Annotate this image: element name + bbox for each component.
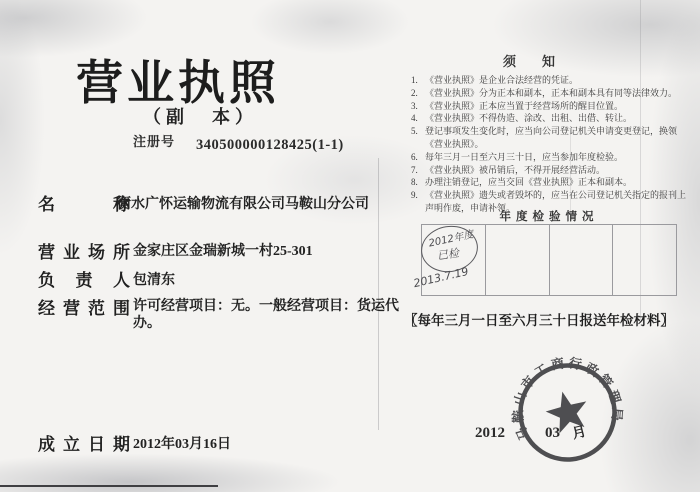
handwritten-date: 2013.7.19 — [412, 264, 470, 291]
field-value-business-scope: 许可经营项目：无。一般经营项目：货运代办。 — [133, 299, 399, 331]
field-value-establishment-date: 2012年03月16日 — [133, 437, 231, 452]
notice-item: 7. 《营业执照》被吊销后，不得开展经营活动。 — [411, 164, 606, 175]
field-label-business-scope: 经营范围 — [38, 299, 130, 318]
issue-date-year: 2012 — [475, 425, 505, 441]
inspection-cell — [486, 225, 550, 295]
scan-edge-line — [0, 485, 218, 487]
notice-item: 8. 办理注销登记，应当交回《营业执照》正本和副本。 — [411, 177, 633, 188]
field-label-person-in-charge: 负责人 — [38, 271, 130, 290]
notice-item: 4. 《营业执照》不得伪造、涂改、出租、出借、转让。 — [411, 113, 633, 124]
registration-number-label: 注册号 — [133, 134, 176, 149]
svg-text:马鞍山市工商行政管理局 — [504, 349, 627, 443]
field-value-person-in-charge: 包清东 — [133, 273, 175, 288]
field-value-premises: 金家庄区金瑞新城一村25-301 — [133, 244, 313, 259]
copy-type-label: （副 本） — [143, 107, 258, 127]
issue-date-month-unit: 月 — [570, 424, 588, 443]
field-value-name: 衡水广怀运输物流有限公司马鞍山分公司 — [117, 197, 369, 212]
field-label-establishment-date: 成立日期 — [38, 435, 130, 454]
notice-item: 3. 《营业执照》正本应当置于经营场所的醒目位置。 — [411, 100, 624, 111]
notice-item: 2. 《营业执照》分为正本和副本，正本和副本具有同等法律效力。 — [411, 87, 678, 98]
inspection-cell — [613, 225, 676, 295]
official-seal — [499, 344, 636, 481]
field-label-premises: 营业场所 — [38, 243, 130, 262]
notice-list — [411, 74, 691, 215]
handwritten-year: 2012年度 — [427, 229, 475, 250]
document-title: 营业执照 — [76, 56, 280, 109]
notice-item: 1. 《营业执照》是企业合法经营的凭证。 — [411, 75, 579, 85]
inspection-cell — [550, 225, 614, 295]
seal-text: 马鞍山市工商行政管理局 — [510, 354, 625, 443]
issue-date-month: 03 — [545, 425, 560, 441]
annual-filing-note: 〖每年三月一日至六月三十日报送年检材料〗 — [404, 313, 674, 328]
registration-number-value: 340500000128425(1-1) — [196, 137, 344, 153]
notice-header: 须知 — [503, 54, 582, 69]
annual-inspection-header: 年度检验情况 — [499, 211, 599, 223]
seal-star-icon — [542, 387, 592, 436]
notice-item: 9. 《营业执照》遗失或者毁坏的，应当在公司登记机关指定的报刊上声明作废，申请补领。 — [411, 190, 687, 213]
field-label-name: 名称 — [38, 195, 130, 214]
notice-item: 5. 登记事项发生变化时，应当向公司登记机关申请变更登记，换领《营业执照》。 — [411, 126, 678, 149]
notice-item: 6. 每年三月一日至六月三十日，应当参加年度检验。 — [411, 151, 624, 162]
handwritten-checked: 已检 — [436, 246, 460, 263]
